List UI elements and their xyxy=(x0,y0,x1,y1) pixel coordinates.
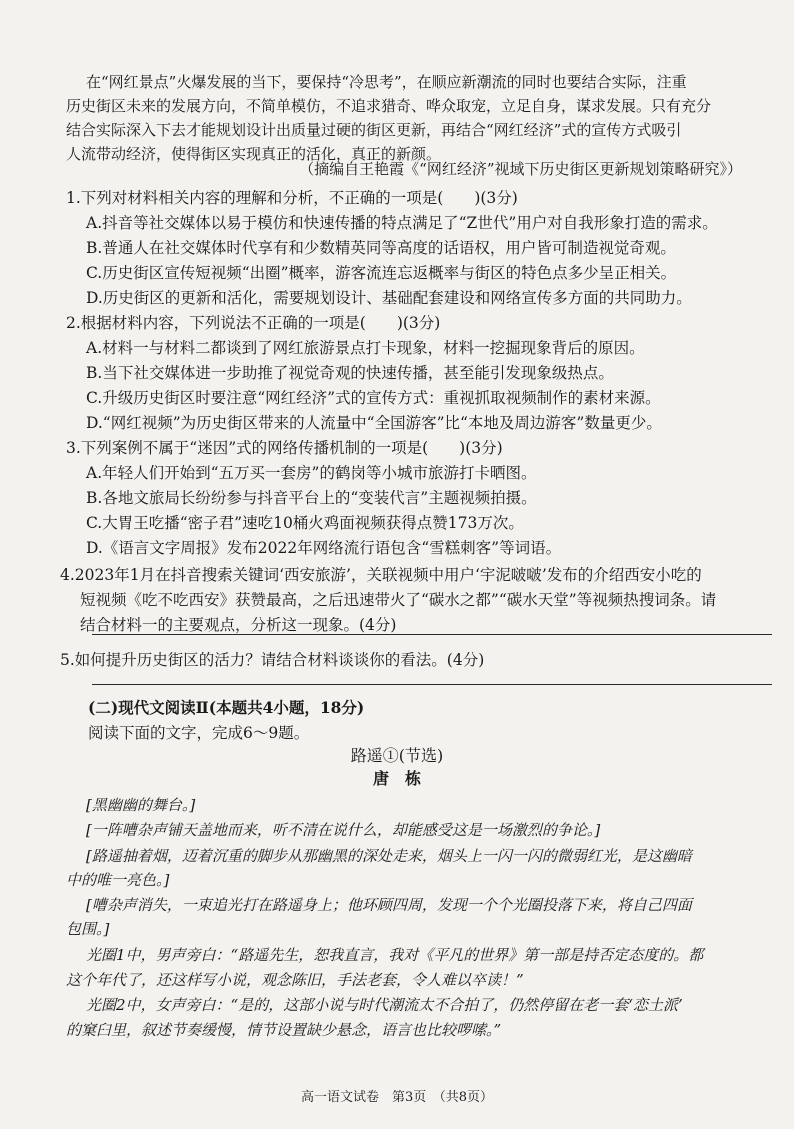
answer-line xyxy=(92,634,772,635)
stage-direction: [一阵嘈杂声铺天盖地而来，听不清在说什么，却能感受这是一场激烈的争论。] xyxy=(86,821,601,839)
question-2-option-c: C.升级历史街区时要注意“网红经济”式的宣传方式：重视抓取视频制作的素材来源。 xyxy=(86,389,661,407)
question-2-option-d: D.“网红视频”为历史街区带来的人流量中“全国游客”比“本地及周边游客”数量更少。 xyxy=(86,414,662,432)
text-title: 路遥①(节选) xyxy=(350,746,444,765)
question-1-option-b: B.普通人在社交媒体时代享有和少数精英同等高度的话语权，用户皆可制造视觉奇观。 xyxy=(86,239,676,257)
question-3-option-a: A.年轻人们开始到“五万买一套房”的鹤岗等小城市旅游打卡晒图。 xyxy=(86,464,537,482)
stage-direction: 包围。] xyxy=(66,920,110,938)
question-3-option-d: D.《语言文字周报》发布2022年网络流行语包含“雪糕刺客”等词语。 xyxy=(86,539,562,557)
question-1-option-c: C.历史街区宣传短视频“出圈”概率，游客流连忘返概率与街区的特色点多少呈正相关。 xyxy=(86,264,677,282)
question-4-line: 短视频《吃不吃西安》获赞最高，之后迅速带火了“碳水之都”“碳水天堂”等视频热搜词条。请 xyxy=(80,591,717,609)
question-3-stem: 3.下列案例不属于“迷因”式的网络传播机制的一项是( )(3分) xyxy=(66,439,503,457)
question-2-option-a: A.材料一与材料二都谈到了网红旅游景点打卡现象，材料一挖掘现象背后的原因。 xyxy=(86,339,645,357)
question-1-option-d: D.历史街区的更新和活化，需要规划设计、基础配套建设和网络宣传多方面的共同助力。 xyxy=(86,289,692,307)
dialogue-line: 的窠臼里，叙述节奏缓慢，情节设置缺少悬念，语言也比较啰嗦。” xyxy=(66,1021,502,1039)
passage-line: 在“网红景点”火爆发展的当下，要保持“冷思考”，在顺应新潮流的同时也要结合实际，注重 xyxy=(86,73,687,91)
dialogue-line: 光圈1中，男声旁白：“路遥先生，恕我直言，我对《平凡的世界》第一部是持否定态度的。都 xyxy=(86,946,704,964)
question-5-stem: 5.如何提升历史街区的活力？请结合材料谈谈你的看法。(4分) xyxy=(60,651,485,669)
text-author: 唐 栋 xyxy=(372,769,421,788)
page-footer: 高一语文试卷 第3页 （共8页） xyxy=(300,1090,494,1105)
answer-line xyxy=(92,684,772,685)
dialogue-line: 这个年代了，还这样写小说，观念陈旧，手法老套，令人难以卒读！” xyxy=(66,971,524,989)
section-instruction: 阅读下面的文字，完成6～9题。 xyxy=(88,724,310,742)
question-1-stem: 1.下列对材料相关内容的理解和分析，不正确的一项是( )(3分) xyxy=(66,189,518,207)
question-4-line: 结合材料一的主要观点，分析这一现象。(4分) xyxy=(80,616,397,634)
stage-direction: [嘈杂声消失，一束追光打在路遥身上；他环顾四周，发现一个个光圈投落下来，将自己四面 xyxy=(86,896,692,914)
dialogue-line: 光圈2中，女声旁白：“是的，这部小说与时代潮流太不合拍了，仍然停留在老一套‘恋土派’ xyxy=(86,996,683,1014)
stage-direction: 中的唯一亮色。] xyxy=(66,871,170,889)
question-3-option-b: B.各地文旅局长纷纷参与抖音平台上的“变装代言”主题视频拍摄。 xyxy=(86,489,537,507)
question-2-stem: 2.根据材料内容，下列说法不正确的一项是( )(3分) xyxy=(66,314,441,332)
passage-line: 结合实际深入下去才能规划设计出质量过硬的街区更新，再结合“网红经济”式的宣传方式吸引 xyxy=(66,121,682,139)
stage-direction: [路遥抽着烟，迈着沉重的脚步从那幽黑的深处走来，烟头上一闪一闪的微弱红光，是这幽暗 xyxy=(86,847,692,865)
question-1-option-a: A.抖音等社交媒体以易于模仿和快速传播的特点满足了“Z世代”用户对自我形象打造的需求。 xyxy=(86,214,718,232)
passage-line: 人流带动经济，使得街区实现真正的活化，真正的新颜。 xyxy=(66,145,442,163)
passage-line: 历史街区未来的发展方向，不简单模仿，不追求猎奇、哗众取宠，立足自身，谋求发展。只有充分 xyxy=(66,97,712,115)
question-4-line: 4.2023年1月在抖音搜索关键词‘西安旅游’，关联视频中用户‘宇泥啵啵’发布的介绍西安小吃的 xyxy=(60,566,702,584)
source-citation: （摘编自王艳霞《“网红经济”视域下历史街区更新规划策略研究》） xyxy=(299,160,742,178)
question-3-option-c: C.大胃王吃播“密子君”速吃10桶火鸡面视频获得点赞173万次。 xyxy=(86,514,524,532)
question-2-option-b: B.当下社交媒体进一步助推了视觉奇观的快速传播，甚至能引发现象级热点。 xyxy=(86,364,614,382)
section-heading: (二)现代文阅读Ⅱ(本题共4小题，18分) xyxy=(88,698,365,717)
stage-direction: [黑幽幽的舞台。] xyxy=(86,796,196,814)
